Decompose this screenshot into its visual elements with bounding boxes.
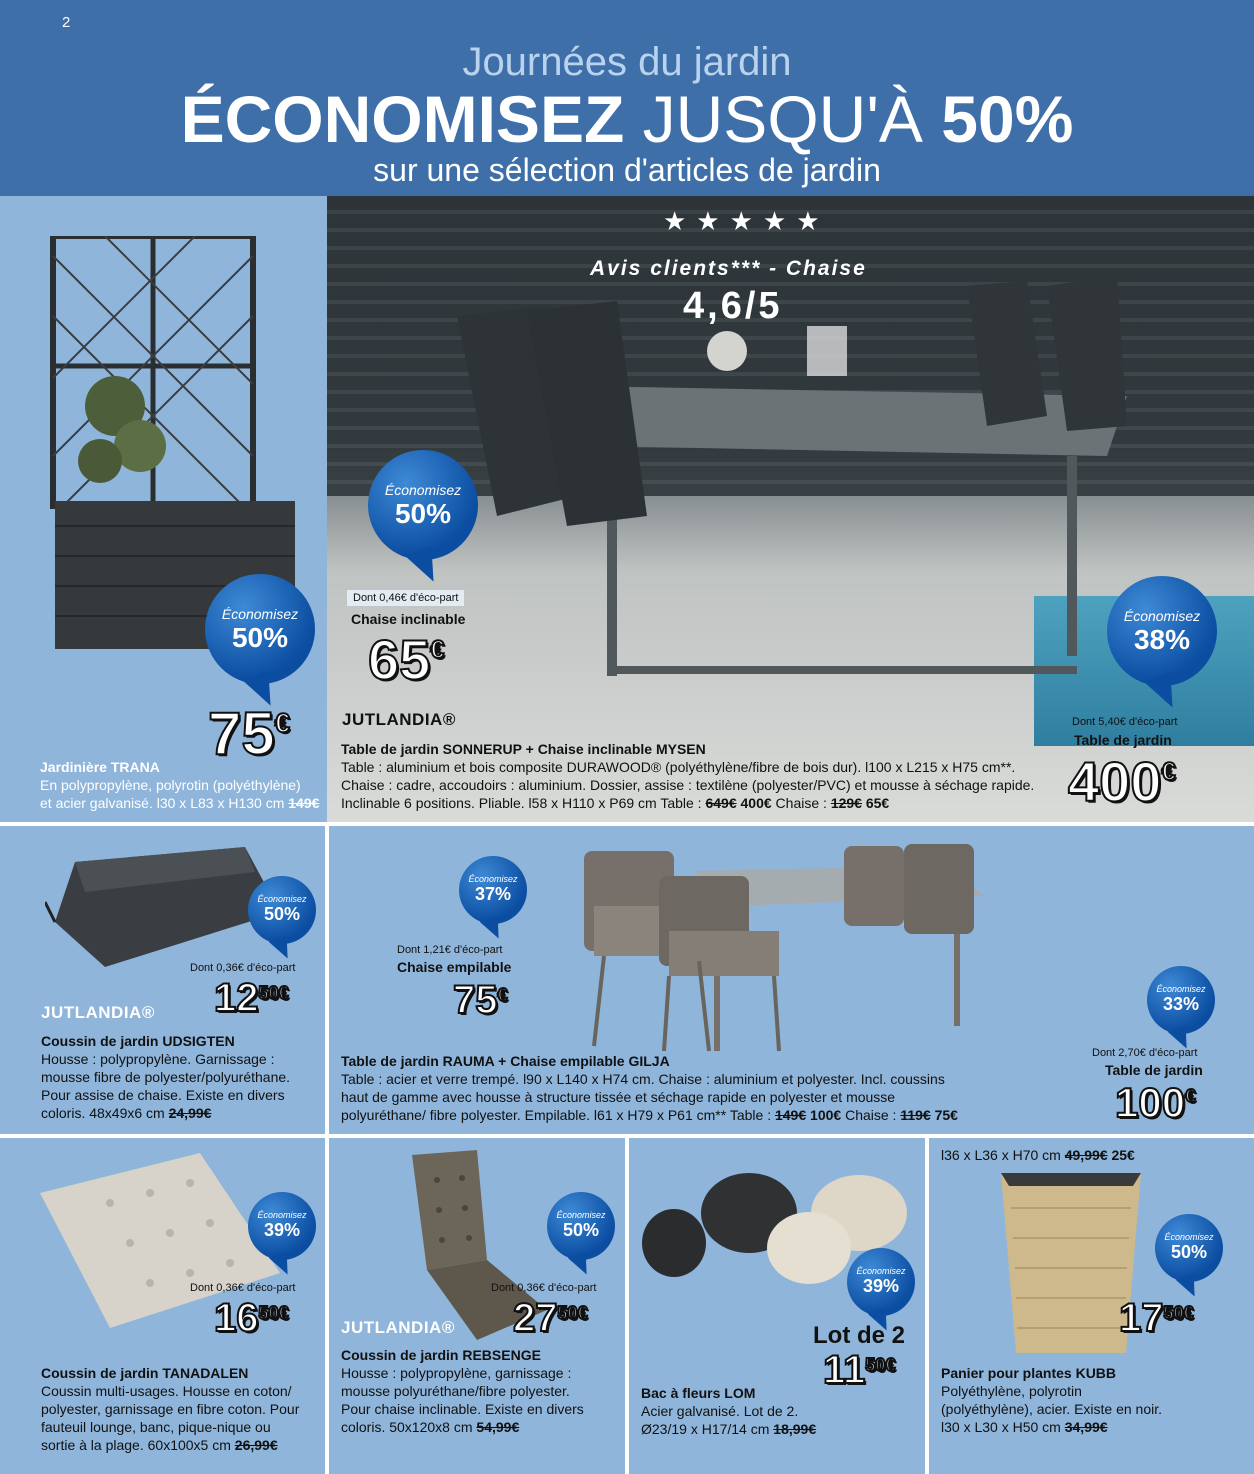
desc-line: mousse fibre de polyester/polyuréthane. (41, 1069, 291, 1085)
jutlandia-logo: JUTLANDIA® (342, 710, 456, 729)
sonnerup-description (341, 740, 1071, 812)
price-integer: 100 (1115, 1079, 1186, 1126)
badge-label: Économisez (468, 874, 518, 884)
badge-percent: 33% (1162, 994, 1200, 1014)
rauma-eco-part: Dont 2,70€ d'éco-part (1092, 1047, 1198, 1059)
badge-percent: 50% (1170, 1242, 1208, 1262)
badge-percent: 50% (562, 1220, 600, 1240)
sonnerup-price-label: Table de jardin (1074, 732, 1172, 748)
rebsenge-discount-badge (547, 1192, 615, 1260)
product-title: Coussin de jardin TANADALEN (41, 1365, 249, 1381)
desc-line: coloris. 48x49x6 cm (41, 1105, 169, 1121)
mysen-price (368, 628, 445, 691)
price-integer: 65 (368, 628, 431, 691)
desc-line: Polyéthylène, polyrotin (941, 1383, 1082, 1399)
old-price: 649€ (705, 795, 737, 811)
tanadalen-eco-part: Dont 0,36€ d'éco-part (190, 1282, 296, 1294)
gilja-price-label: Chaise empilable (397, 959, 512, 975)
rauma-discount-badge (1147, 966, 1215, 1034)
jutlandia-logo: JUTLANDIA® (341, 1318, 455, 1337)
price-integer: 27 (513, 1296, 558, 1340)
price-decimals: 50€ (557, 1303, 588, 1323)
badge-percent: 50% (263, 904, 301, 924)
new-price: 65€ (865, 795, 890, 811)
badge-percent: 50% (394, 498, 452, 529)
desc-line: Chaise : (841, 1107, 901, 1123)
page-number: 2 (62, 14, 71, 31)
desc-line: polyester, garnissage en fibre coton. Pour (41, 1401, 300, 1417)
new-price: 25€ (1107, 1147, 1135, 1163)
desc-line: Inclinable 6 positions. Pliable. l58 x H110 x P69 cm Table : (341, 795, 706, 811)
desc-line: Table : acier et verre trempé. l90 x L140 x H74 cm. Chaise : aluminium et polyester. Incl. coussins (341, 1071, 945, 1087)
product-title: Panier pour plantes KUBB (941, 1365, 1117, 1381)
header-headline (0, 82, 1254, 156)
old-price: 149€ (288, 795, 320, 811)
desc-line: haut de gamme avec housse à structure tissée et séchage rapide en polyester et mousse (341, 1089, 896, 1105)
product-title: Coussin de jardin REBSENGE (341, 1347, 541, 1363)
desc-line: Housse : polypropylène. Garnissage : (41, 1051, 275, 1067)
old-price: 149€ (774, 1107, 807, 1123)
price-integer: 75 (453, 978, 498, 1022)
price-currency: € (274, 708, 290, 738)
desc-line: (polyéthylène), acier. Existe en noir. (941, 1401, 1163, 1417)
rauma-description (341, 1052, 1001, 1124)
headline-mid: JUSQU'À (642, 82, 923, 156)
price-integer: 17 (1119, 1296, 1164, 1340)
rebsenge-eco-part: Dont 0,36€ d'éco-part (491, 1282, 597, 1294)
desc-line: Chaise : cadre, accoudoirs : aluminium. Dossier, assise : textilène (polyester/PVC) et mousse à séchage rapide. (341, 777, 1035, 793)
udsigten-panel (0, 826, 325, 1134)
price-currency: € (497, 985, 508, 1005)
udsigten-discount-badge (248, 876, 316, 944)
mysen-price-label: Chaise inclinable (351, 611, 466, 627)
header-tagline: sur une sélection d'articles de jardin (373, 152, 881, 188)
price-integer: 16 (214, 1296, 259, 1340)
price-currency: € (430, 636, 445, 664)
desc-line: Housse : polypropylène, garnissage : (341, 1365, 572, 1381)
desc-line: Chaise : (771, 795, 831, 811)
badge-label: Économisez (856, 1266, 906, 1276)
price-decimals: 50€ (1163, 1303, 1194, 1323)
badge-percent: 39% (263, 1220, 301, 1240)
rebsenge-price (513, 1298, 588, 1338)
tanadalen-panel (0, 1138, 325, 1474)
udsigten-description (41, 1032, 321, 1122)
lom-description (641, 1384, 921, 1438)
old-price: 129€ (830, 795, 862, 811)
badge-percent: 38% (1133, 624, 1191, 655)
desc-line: coloris. 50x120x8 cm (341, 1419, 477, 1435)
rebsenge-description (341, 1346, 621, 1436)
sonnerup-eco-part: Dont 5,40€ d'éco-part (1072, 716, 1178, 728)
product-title: Coussin de jardin UDSIGTEN (41, 1033, 235, 1049)
gilja-eco-part: Dont 1,21€ d'éco-part (397, 944, 503, 956)
price-integer: 400 (1068, 750, 1162, 813)
product-title: Table de jardin SONNERUP + Chaise inclinable MYSEN (341, 741, 706, 757)
product-title: Jardinière TRANA (40, 759, 160, 775)
new-price: 400€ (740, 795, 772, 811)
lom-panel (629, 1138, 925, 1474)
rauma-panel (329, 826, 1254, 1134)
header-subtitle: Journées du jardin (462, 40, 792, 84)
desc-line: fauteuil lounge, banc, pique-nique ou (41, 1419, 271, 1435)
desc-line: Table : aluminium et bois composite DURAWOOD® (polyéthylène/fibre de bois dur). l100 x L215 x H75 cm**. (341, 759, 1016, 775)
badge-label: Économisez (1123, 608, 1201, 624)
old-price: 54,99€ (476, 1419, 520, 1435)
desc-line: polyuréthane/ fibre polyester. Empilable. l61 x H79 x P61 cm** Table : (341, 1107, 775, 1123)
rating-label: Avis clients*** - Chaise (590, 257, 867, 280)
tanadalen-description (41, 1364, 321, 1454)
new-price: 75€ (934, 1107, 958, 1123)
udsigten-price (214, 978, 289, 1018)
page-header (0, 0, 1254, 196)
rebsenge-panel (329, 1138, 625, 1474)
price-integer: 11 (823, 1348, 866, 1392)
sonnerup-discount-badge (1107, 576, 1217, 686)
price-integer: 12 (214, 976, 259, 1020)
desc-line: Ø23/19 x H17/14 cm (641, 1421, 774, 1437)
price-decimals: 50€ (258, 1303, 289, 1323)
trana-description (40, 758, 325, 812)
mysen-eco-part: Dont 0,46€ d'éco-part (347, 590, 464, 606)
desc-line: sortie à la plage. 60x100x5 cm (41, 1437, 235, 1453)
desc-line: Pour assise de chaise. Existe en divers (41, 1087, 285, 1103)
kubb-description (941, 1364, 1241, 1436)
headline-bold: ÉCONOMISEZ (180, 82, 625, 156)
kubb-price (1119, 1298, 1194, 1338)
price-currency: € (1185, 1086, 1196, 1107)
badge-label: Économisez (556, 1210, 606, 1220)
product-title: Table de jardin RAUMA + Chaise empilable GILJA (341, 1053, 670, 1069)
desc-line: l36 x L36 x H70 cm (941, 1147, 1065, 1163)
trana-price (208, 700, 290, 767)
desc-line: Coussin multi-usages. Housse en coton/ (41, 1383, 292, 1399)
sonnerup-price (1068, 750, 1176, 813)
desc-line: Acier galvanisé. Lot de 2. (641, 1403, 799, 1419)
tanadalen-price (214, 1298, 289, 1338)
badge-label: Économisez (257, 894, 307, 904)
badge-label: Économisez (1156, 984, 1206, 994)
badge-percent: 50% (231, 622, 289, 653)
desc-line: l30 x L30 x H50 cm (941, 1419, 1065, 1435)
kubb-large-size-line (941, 1146, 1241, 1164)
gilja-price (453, 980, 508, 1020)
badge-label: Économisez (1164, 1232, 1214, 1242)
lom-lot-label: Lot de 2 (813, 1322, 906, 1349)
desc-line: En polypropylène, polyrotin (polyéthylène) (40, 777, 301, 793)
desc-line: mousse polyuréthane/fibre polyester. (341, 1383, 570, 1399)
tanadalen-discount-badge (248, 1192, 316, 1260)
badge-label: Économisez (257, 1210, 307, 1220)
trana-discount-badge (205, 574, 315, 684)
price-integer: 75 (208, 700, 275, 767)
old-price: 49,99€ (1064, 1147, 1108, 1163)
old-price: 34,99€ (1064, 1419, 1108, 1435)
gilja-discount-badge (459, 856, 527, 924)
rating-value: 4,6/5 (683, 285, 783, 327)
price-currency: € (1161, 758, 1176, 786)
rating-stars: ★★★★★ (663, 206, 830, 236)
new-price: 100€ (810, 1107, 842, 1123)
lom-discount-badge (847, 1248, 915, 1316)
rauma-price (1115, 1079, 1196, 1126)
badge-label: Économisez (384, 482, 462, 498)
mysen-discount-badge (368, 450, 478, 560)
sonnerup-table-chairs-image (427, 256, 1147, 706)
badge-percent: 39% (862, 1276, 900, 1296)
trana-panel (0, 196, 327, 822)
old-price: 24,99€ (168, 1105, 212, 1121)
rauma-table-chairs-image (574, 836, 1004, 1056)
product-title: Bac à fleurs LOM (641, 1385, 756, 1401)
old-price: 119€ (900, 1107, 931, 1123)
kubb-discount-badge (1155, 1214, 1223, 1282)
old-price: 26,99€ (234, 1437, 278, 1453)
desc-line: et acier galvanisé. l30 x L83 x H130 cm (40, 795, 289, 811)
headline-percent: 50% (941, 82, 1074, 156)
price-decimals: 50€ (258, 983, 289, 1003)
rauma-price-label: Table de jardin (1105, 1062, 1203, 1078)
udsigten-eco-part: Dont 0,36€ d'éco-part (190, 962, 296, 974)
old-price: 18,99€ (773, 1421, 817, 1437)
badge-percent: 37% (474, 884, 512, 904)
jutlandia-logo: JUTLANDIA® (41, 1003, 155, 1022)
badge-label: Économisez (221, 606, 299, 622)
kubb-panel (929, 1138, 1254, 1474)
price-decimals: 50€ (865, 1355, 896, 1375)
desc-line: Pour chaise inclinable. Existe en divers (341, 1401, 584, 1417)
